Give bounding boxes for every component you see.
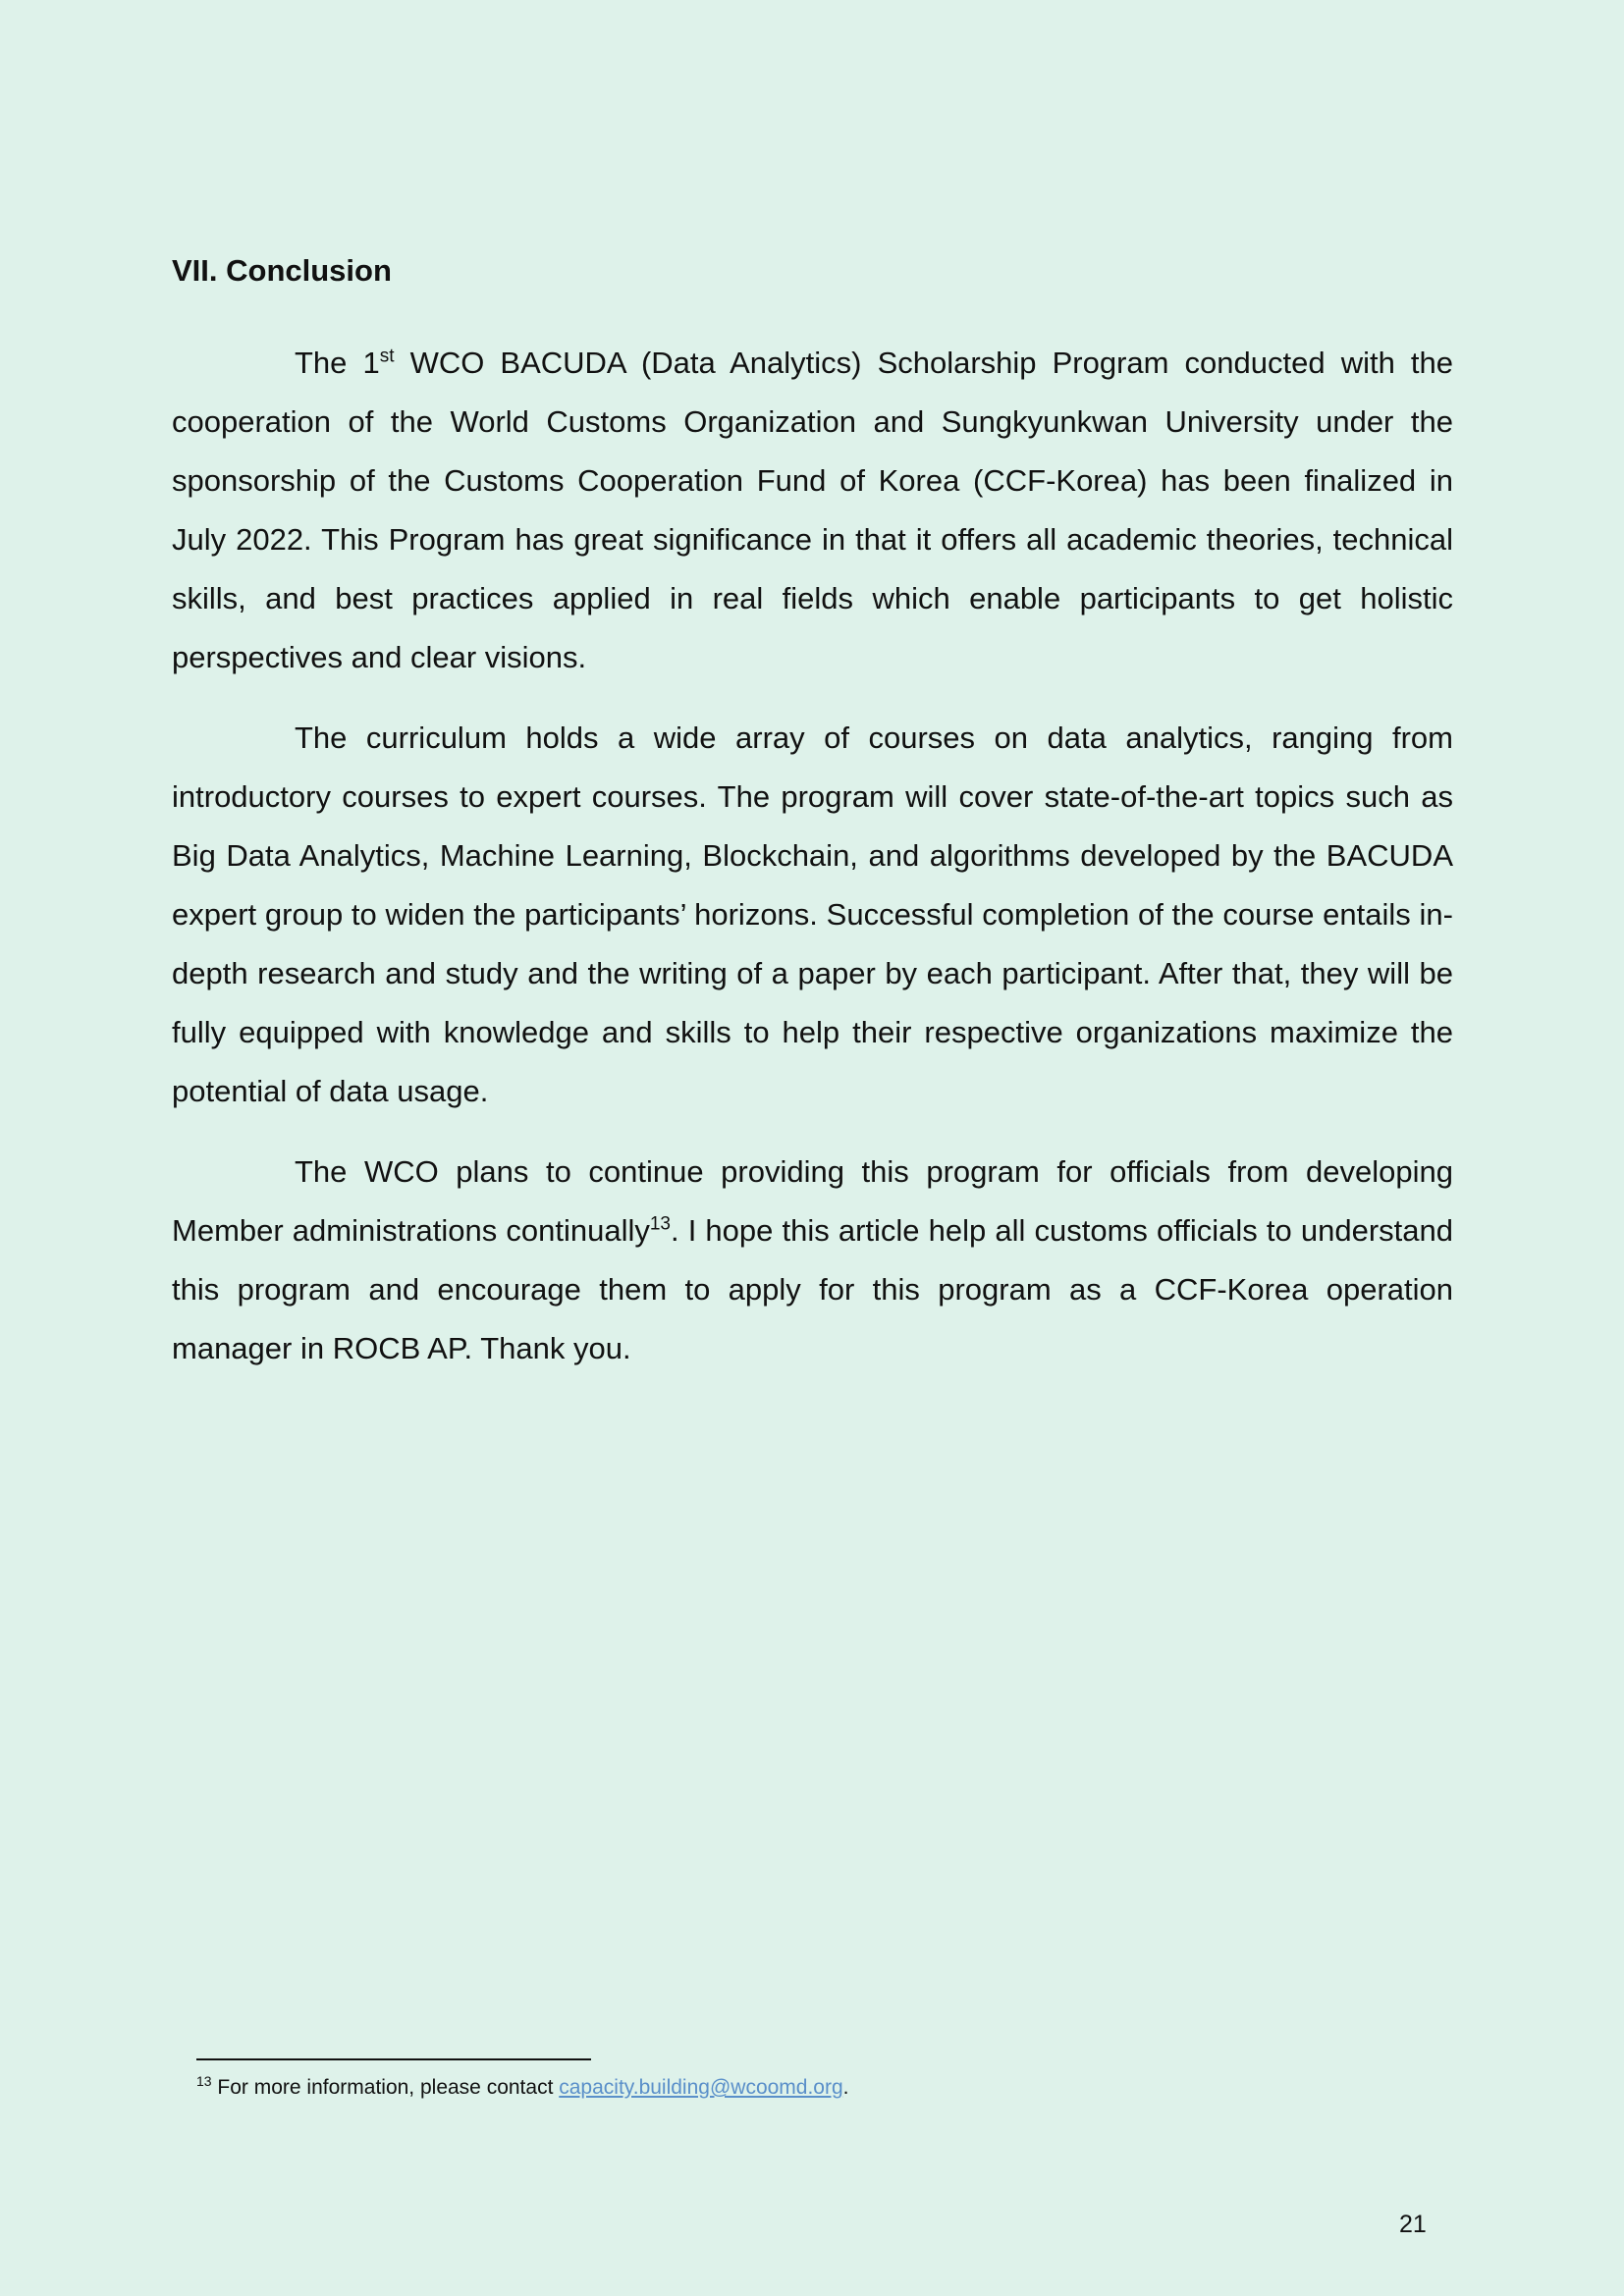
body-text	[172, 334, 1453, 1400]
paragraph-2: The curriculum holds a wide array of courses on data analytics, ranging from introductory courses to expert courses. The program will cover state-of-the-art topics such as Big Data Analytics, Machine Learning, Blockchain, and algorithms developed by the BACUDA expert group to widen the participants’ horizons. Successful completion of the course entails in-depth research and study and the writing of a paper by each participant. After that, they will be fully equipped with knowledge and skills to help their respective organizations maximize the potential of data usage.	[172, 721, 1453, 1108]
footnote-marker: 13	[196, 2073, 212, 2089]
paragraph-1-start: The 1	[295, 346, 380, 380]
footnote-text: For more information, please contact	[211, 2076, 560, 2099]
paragraph-3-start: The WCO plans to continue providing this program for officials from developing Member administrations continually	[172, 1154, 1453, 1248]
footnote	[196, 2073, 849, 2103]
footnote-reference[interactable]: 13	[649, 1213, 671, 1235]
page-number: 21	[1399, 2211, 1427, 2238]
ordinal-superscript: st	[379, 346, 395, 367]
footnote-email-link[interactable]: capacity.building@wcoomd.org	[559, 2076, 843, 2099]
paragraph-3-rest: . I hope this article help all customs officials to understand this program and encourage them to apply for this program as a CCF-Korea operation manager in ROCB AP. Thank you.	[172, 1213, 1453, 1365]
footnote-period: .	[842, 2076, 849, 2099]
footnote-separator	[196, 2058, 591, 2060]
paragraph-1	[172, 334, 1453, 687]
paragraph-3	[172, 1143, 1453, 1378]
section-heading: VII. Conclusion	[172, 253, 392, 288]
paragraph-1-rest: WCO BACUDA (Data Analytics) Scholarship Program conducted with the cooperation of the World Customs Organization and Sungkyunkwan University under the sponsorship of the Customs Cooperation Fund of Korea (CCF-Korea) has been finalized in July 2022. This Program has great significance in that it offers all academic theories, technical skills, and best practices applied in real fields which enable participants to get holistic perspectives and clear visions.	[172, 346, 1453, 674]
